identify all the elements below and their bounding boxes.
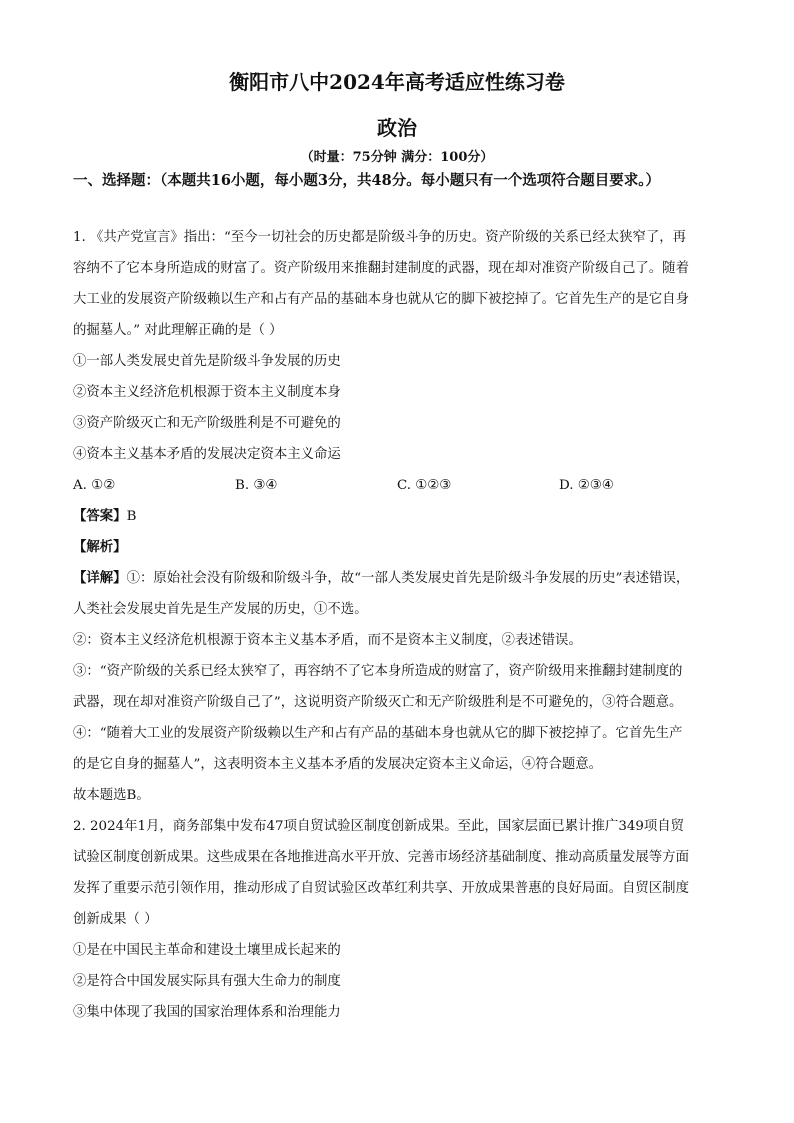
q1-statement: ③资产阶级灭亡和无产阶级胜利是不可避免的 (73, 416, 341, 431)
q2-statement: ③集中体现了我国的国家治理体系和治理能力 (73, 1005, 341, 1020)
q1-statement: ②资本主义经济危机根源于资本主义制度本身 (73, 385, 341, 400)
q1-detail-line: 的是它自身的掘墓人”，这表明资本主义基本矛盾的发展决定资本主义命运，④符合题意。 (73, 757, 603, 772)
subject-title: 政治 (377, 116, 417, 140)
q1-options (73, 470, 728, 501)
q1-conclusion: 故本题选B。 (73, 788, 150, 803)
exam-title: 衡阳市八中2024年高考适应性练习卷 (229, 70, 565, 94)
q2-statement: ①是在中国民主革命和建设土壤里成长起来的 (73, 943, 341, 958)
q1-stem-line: 容纳不了它本身所造成的财富了。资产阶级用来推翻封建制度的武器，现在却对准资产阶级自己了。随着 (73, 261, 689, 276)
q1-answer (73, 501, 728, 532)
detail-label: 【详解】 (73, 570, 127, 586)
q1-stem-line: 1. 《共产党宣言》指出：“至今一切社会的历史都是阶级斗争的历史。资产阶级的关系已经太狭窄了，再 (73, 230, 687, 245)
q1-option-c: C. ①②③ (397, 478, 452, 493)
q2-stem-line: 2. 2024年1月，商务部集中发布47项自贸试验区制度创新成果。至此，国家层面已累计推广349项自贸 (73, 819, 685, 834)
question-body (73, 222, 728, 1028)
q2-statement: ②是符合中国发展实际具有强大生命力的制度 (73, 974, 341, 989)
q2-stem-line: 发挥了重要示范引领作用，推动形成了自贸试验区改革红利共享、开放成果普惠的良好局面。自贸区制度 (73, 881, 689, 896)
q1-option-a: A. ①② (73, 478, 116, 493)
q2-stem-line: 创新成果（ ） (73, 912, 158, 927)
q1-stem-line: 大工业的发展资产阶级赖以生产和占有产品的基础本身也就从它的脚下被挖掉了。它首先生产的是它自身 (73, 292, 689, 307)
time-score-info: （时量：75分钟 满分：100分） (300, 150, 494, 165)
q1-option-d: D. ②③④ (559, 478, 614, 493)
answer-label: 【答案】 (73, 508, 127, 524)
q1-detail-line: ④：“随着大工业的发展资产阶级赖以生产和占有产品的基础本身也就从它的脚下被挖掉了。它首先生产 (73, 726, 683, 741)
q1-detail-line: ②：资本主义经济危机根源于资本主义基本矛盾，而不是资本主义制度，②表述错误。 (73, 633, 582, 648)
q1-statement: ④资本主义基本矛盾的发展决定资本主义命运 (73, 447, 341, 462)
answer-value: B (126, 509, 137, 524)
section-heading: 一、选择题：（本题共16小题，每小题3分，共48分。每小题只有一个选项符合题目要求。） (73, 172, 660, 189)
q1-option-b: B. ③④ (235, 478, 278, 493)
q1-statement: ①一部人类发展史首先是阶级斗争发展的历史 (73, 354, 341, 369)
q1-detail-line: 武器，现在却对准资产阶级自己了”，这说明资产阶级灭亡和无产阶级胜利是不可避免的，③符合题意。 (73, 695, 683, 710)
detail-text: ①：原始社会没有阶级和阶级斗争，故“一部人类发展史首先是阶级斗争发展的历史”表述错误， (126, 571, 690, 586)
q2-stem-line: 试验区制度创新成果。这些成果在各地推进高水平开放、完善市场经济基础制度、推动高质量发展等方面 (73, 850, 689, 865)
q1-stem-line: 的掘墓人。” 对此理解正确的是（ ） (73, 323, 283, 338)
analysis-label: 【解析】 (73, 539, 127, 555)
q1-detail-line: ③：“资产阶级的关系已经太狭窄了，再容纳不了它本身所造成的财富了，资产阶级用来推翻封建制度的 (73, 664, 683, 679)
q1-detail-line (73, 563, 728, 594)
q1-analysis (73, 532, 728, 563)
q1-detail-line: 人类社会发展史首先是生产发展的历史，①不选。 (73, 602, 368, 617)
